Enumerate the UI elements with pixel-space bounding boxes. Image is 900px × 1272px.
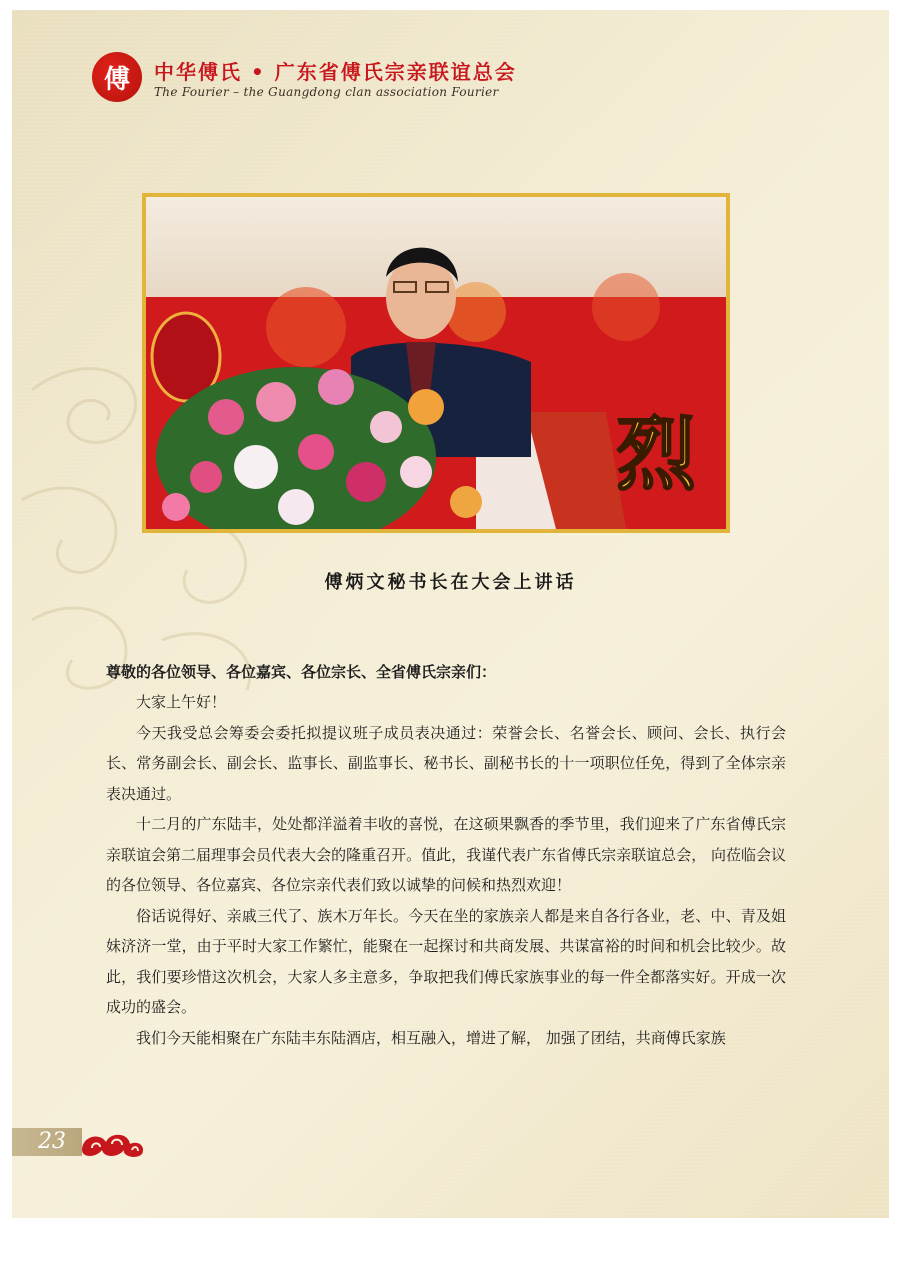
speaker-photo (146, 197, 726, 529)
photo-caption: 傅炳文秘书长在大会上讲话 (324, 572, 577, 593)
salutation: 尊敬的各位领导、各位嘉宾、各位宗长、全省傅氏宗亲们： (106, 663, 497, 681)
speaker-photo-frame (142, 193, 730, 533)
page-number: 23 (38, 1129, 66, 1154)
banner-character: 烈 (616, 407, 696, 501)
header-subtitle: The Fourier – the Guangdong clan association Fourier (154, 85, 499, 99)
header-title: 中华傅氏 • 广东省傅氏宗亲联谊总会 (154, 60, 517, 84)
paragraph: 我们今天能相聚在广东陆丰东陆酒店，相互融入，增进了解， 加强了团结，共商傅氏家族 (136, 1028, 726, 1047)
page-footer (12, 1126, 212, 1166)
paragraph: 今天我受总会筹委会委托拟提议班子成员表决通过：荣誉会长、名誉会长、顾问、会长、执行会长、常务副会长、副会长、监事长、副监事长、秘书长、副秘书长的十一项职位任免，得到了全体宗亲表决通过。 (106, 723, 786, 803)
auspicious-cloud-icon (78, 1126, 148, 1162)
paragraph: 十二月的广东陆丰，处处都洋溢着丰收的喜悦，在这硕果飘香的季节里，我们迎来了广东省傅氏宗亲联谊会第二届理事会员代表大会的隆重召开。值此，我谨代表广东省傅氏宗亲联谊总会， 向莅临会议的各位领导、各位嘉宾、各位宗亲代表们致以诚挚的问候和热烈欢迎！ (106, 815, 786, 894)
seal-character: 傅 (103, 64, 130, 95)
article-body (106, 658, 786, 1053)
magazine-page (12, 10, 889, 1218)
paragraph: 大家上午好！ (136, 693, 227, 711)
page-number-box (12, 1128, 82, 1156)
paragraph: 俗话说得好、亲戚三代了、族木万年长。今天在坐的家族亲人都是来自各行各业，老、中、青及姐妹济济一堂，由于平时大家工作繁忙，能聚在一起探讨和共商发展、共谋富裕的时间和机会比较少。故此，我们要珍惜这次机会，大家人多主意多，争取把我们傅氏家族事业的每一件全都落实好。开成一次成功的盛会。 (106, 906, 786, 1016)
clan-seal-logo (92, 52, 142, 102)
